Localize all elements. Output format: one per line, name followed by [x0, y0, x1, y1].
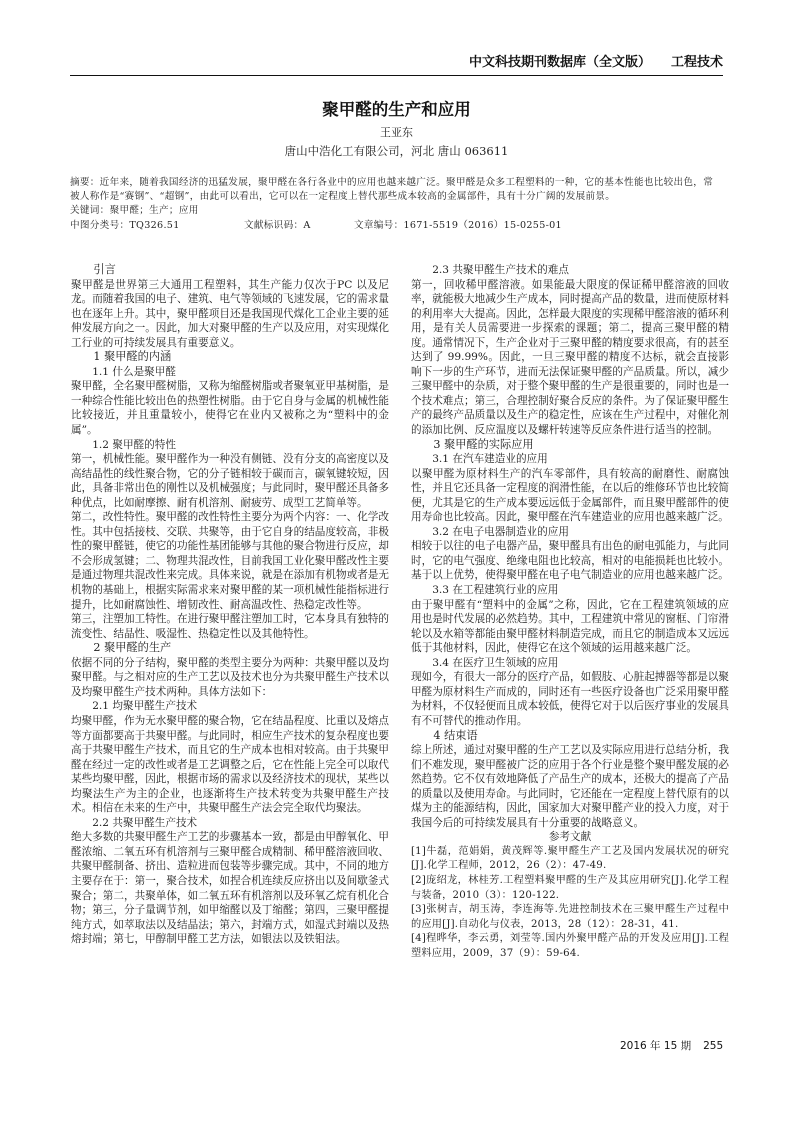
section-heading: 4 结束语 — [433, 728, 478, 742]
references-heading: 参考文献 — [548, 831, 592, 844]
article-title: 聚甲醛的生产和应用 — [322, 100, 471, 119]
running-head — [70, 53, 723, 76]
article-author: 王亚东 — [380, 126, 413, 139]
paragraph: 第一，回收稀甲醛溶液。如果能最大限度的保证稀甲醛溶液的回收率，就能极大地减少生产成本，同时提高产品的数量，进而使原材料的利用率大大提高。因此，怎样最大限度的实现稀甲醛溶液的循环利用，是有关人员需要进一步探索的课题；第二，提高三聚甲醛的精度。通常情况下，生产企业对于三聚甲醛的精度要求很高，有的甚至达到了 99.99%。因此，一旦三聚甲醛的精度不达标，就会直接影响下一步的生产环节，进而无法保证聚甲醛的产品质量。所以，减少三聚甲醛中的杂质，对于整个聚甲醛的生产是很重要的，同时也是一个技术难点；第三，合理控制好聚合反应的条件。为了保证聚甲醛生产的最终产品质量以及生产的稳定性，应该在生产过程中，对催化剂的添加比例、反应温度以及螺杆转速等反应条件进行适当的控制。 — [411, 278, 729, 437]
paragraph: 依据不同的分子结构，聚甲醛的类型主要分为两种：共聚甲醛以及均聚甲醛。与之相对应的生产工艺以及技术也分为共聚甲醛生产技术以及均聚甲醛生产技术两种。具体方法如下： — [71, 656, 389, 698]
subsection-heading: 3.1 在汽车建造业的应用 — [432, 453, 548, 466]
issue-label: 2016 年 15 期 — [620, 1040, 692, 1052]
section-heading: 引言 — [93, 263, 116, 276]
section-heading: 3 聚甲醛的实际应用 — [433, 437, 534, 451]
article-affiliation: 唐山中浩化工有限公司，河北 唐山 063611 — [284, 144, 509, 158]
subsection-heading: 2.3 共聚甲醛生产技术的难点 — [432, 264, 569, 276]
subsection-heading: 2.1 均聚甲醛生产技术 — [92, 700, 198, 713]
paragraph: 聚甲醛是世界第三大通用工程塑料，其生产能力仅次于PC 以及尼龙。而随着我国的电子、建筑、电气等领域的飞速发展，它的需求量也在逐年上升。其中，聚甲醛项目还是我国现代煤化工企业主要的延伸发展方向之一。因此，加大对聚甲醛的生产以及应用，对实现煤化工行业的可持续发展具有重要意义。 — [71, 278, 389, 349]
body-column-right — [411, 263, 729, 961]
paragraph: 聚甲醛，全名聚甲醛树脂，又称为缩醛树脂或者聚氧亚甲基树脂，是一种综合性能比较出色的热塑性树脂。由于它自身与金属的机械性能比较接近，并且重量较小，使得它在业内又被称之为“塑料中的金属”。 — [71, 380, 389, 437]
abstract-text: 摘要：近年来，随着我国经济的迅猛发展，聚甲醛在各行各业中的应用也越来越广泛。聚甲醛是众多工程塑料的一种，它的基本性能也比较出色，常被人称作是“赛钢”、“超钢”，由此可以看出，它可以在一定程度上替代那些成本较高的金属部件，具有十分广阔的发展前景。 — [70, 177, 714, 203]
subsection-heading: 2.2 共聚甲醛生产技术 — [92, 816, 198, 829]
reference-item: [1]牛磊，范娟娟，黄茂辉等.聚甲醛生产工艺及国内发展状况的研究[J].化学工程师，2012，26（2）：47-49. — [411, 845, 729, 872]
abstract-block — [70, 176, 720, 233]
article-meta-row — [70, 219, 720, 233]
subsection-heading: 3.3 在工程建筑行业的应用 — [432, 584, 559, 597]
page-number: 255 — [703, 1040, 724, 1052]
paragraph: 第一，机械性能。聚甲醛作为一种没有侧链、没有分支的高密度以及高结晶性的线性聚合物，它的分子链相较于碳而言，碳氧键较短，因此，具备非常出色的刚性以及机械强度；与此同时，聚甲醛还具备多种优点，比如耐摩擦、耐有机溶剂、耐疲劳、成型工艺简单等。 — [71, 453, 389, 509]
paragraph: 第二，改性特性。聚甲醛的改性特性主要分为两个内容：一、化学改性。其中包括接枝、交联、共聚等，由于它自身的结晶度较高，非极性的聚甲醛链，使它的功能性基团能够与其他的聚合物进行反应，却不会形成氢键；二、物理共混改性，目前我国工业化聚甲醛改性主要是通过物理共混改性来完成。具体来说，就是在添加有机物或者是无机物的基础上，根据实际需求来对聚甲醛的某一项机械性能指标进行提升，比如耐腐蚀性、增韧改性、耐高温改性、热稳定改性等。 — [71, 511, 389, 611]
paragraph: 均聚甲醛，作为无水聚甲醛的聚合物，它在结晶程度、比重以及熔点等方面都要高于共聚甲醛。与此同时，相应生产技术的复杂程度也要高于共聚甲醛生产技术，而且它的生产成本也相对较高。由于共聚甲醛在经过一定的改性或者是工艺调整之后，它在性能上完全可以取代某些均聚甲醛，因此，根据市场的需求以及经济技术的现状，某些以均聚法生产为主的企业，也逐渐将生产技术转变为共聚甲醛生产技术。相信在未来的生产中，共聚甲醛生产法会完全取代均聚法。 — [71, 714, 389, 815]
subsection-heading: 3.4 在医疗卫生领域的应用 — [432, 656, 559, 669]
subsection-heading: 1.2 聚甲醛的特性 — [92, 438, 176, 451]
section-heading: 2 聚甲醛的生产 — [93, 641, 172, 655]
right-column-body — [411, 263, 729, 830]
paragraph: 现如今，有很大一部分的医疗产品，如假肢、心脏起搏器等都是以聚甲醛为原材料生产而成的，同时还有一些医疗设备也广泛采用聚甲醛为材料，不仅轻便而且成本较低，使得它对于以后医疗事业的发展具有不可替代的推动作用。 — [411, 671, 729, 727]
journal-name: 中文科技期刊数据库（全文版） — [468, 55, 651, 70]
body-column-left — [71, 263, 389, 947]
paragraph: 以聚甲醛为原材料生产的汽车零部件，具有较高的耐磨性、耐腐蚀性，并且它还具备一定程度的润滑性能，在以后的维修环节也比较简便，尤其是它的生产成本要远远低于金属部件，而且聚甲醛部件的使用寿命也比较高。因此，聚甲醛在汽车建造业的应用也越来越广泛。 — [411, 467, 729, 524]
keywords: 关键词：聚甲醛；生产；应用 — [70, 205, 199, 217]
paragraph: 由于聚甲醛有“塑料中的金属”之称，因此，它在工程建筑领域的应用也是时代发展的必然趋势。其中，工程建筑中常见的窗框、门帘滑轮以及水箱等都能由聚甲醛材料制造完成，而且它的制造成本又远远低于其他材料，因此，使得它在这个领域的运用越来越广泛。 — [411, 598, 729, 655]
reference-item: [2]庞绍龙，林桂芳.工程塑料聚甲醛的生产及其应用研究[J].化学工程与装备，2010（3）：120-122. — [411, 874, 729, 901]
article-number: 文章编号：1671-5519（2016）15-0255-01 — [354, 219, 562, 231]
paragraph: 第三，注塑加工特性。在进行聚甲醛注塑加工时，它本身具有独特的流变性、结晶性、吸湿性、热稳定性以及其他特性。 — [71, 613, 389, 640]
section-name: 工程技术 — [670, 55, 723, 70]
reference-item: [3]张树吉，胡玉涛，李连海等.先进控制技术在三聚甲醛生产过程中的应用[J].自动化与仪表，2013，28（12）：28-31，41. — [411, 904, 729, 930]
document-code: 文献标识码：A — [244, 219, 311, 231]
references-list — [411, 845, 729, 961]
section-heading: 1 聚甲醛的内涵 — [93, 350, 172, 364]
page-folio — [620, 1038, 723, 1053]
paragraph: 综上所述，通过对聚甲醛的生产工艺以及实际应用进行总结分析，我们不难发现，聚甲醛被广泛的应用于各个行业是整个聚甲醛发展的必然趋势。它不仅有效地降低了产品生产的成本，还极大的提高了产品的质量以及使用寿命。与此同时，它还能在一定程度上替代原有的以煤为主的能源结构，因此，国家加大对聚甲醛产业的投入力度，对于我国今后的可持续发展具有十分重要的战略意义。 — [411, 744, 729, 829]
clc-number: 中图分类号：TQ326.51 — [70, 219, 180, 231]
reference-item: [4]程晔华，李云勇，刘莹等.国内外聚甲醛产品的开发及应用[J].工程塑料应用，2009，37（9）：59-64. — [411, 933, 729, 959]
paragraph: 相较于以往的电子电器产品，聚甲醛具有出色的耐电弧能力，与此同时，它的电气强度、绝缘电阻也比较高，相对的电能损耗也比较小。基于以上优势，使得聚甲醛在电子电气制造业的应用也越来越广泛。 — [411, 540, 729, 582]
paragraph: 绝大多数的共聚甲醛生产工艺的步骤基本一致，都是由甲醇氧化、甲醛浓缩、二氧五环有机溶剂与三聚甲醛合成精制、稀甲醛溶液回收、共聚甲醛制备、挤出、造粒进而包装等步骤完成。其中，不同的地方主要存在于：第一，聚合技术，如捏合机连续反应挤出以及间歇釜式聚合；第二，共聚单体，如二氧五环有机溶剂以及环氧乙烷有机化合物；第三，分子量调节剂，如甲缩醛以及丁缩醛；第四，三聚甲醛提纯方式，如萃取法以及结晶法；第六，封端方式，如湿式封端以及热熔封端；第七，甲醇制甲醛工艺方法，如银法以及铁钼法。 — [71, 831, 389, 946]
subsection-heading: 3.2 在电子电器制造业的应用 — [432, 525, 569, 538]
subsection-heading: 1.1 什么是聚甲醛 — [92, 365, 176, 378]
